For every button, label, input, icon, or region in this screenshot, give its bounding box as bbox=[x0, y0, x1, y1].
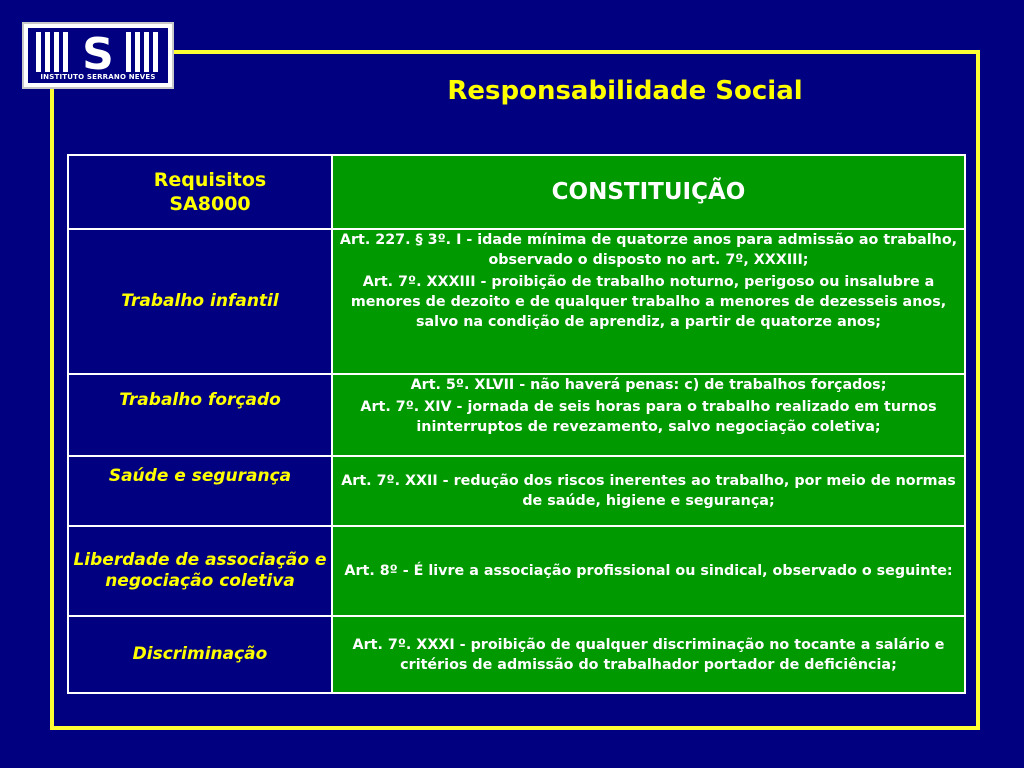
requirement-cell: Trabalho infantil bbox=[68, 229, 332, 374]
page-title: Responsabilidade Social bbox=[447, 76, 803, 106]
requirement-cell: Trabalho forçado bbox=[68, 374, 332, 456]
header-requirements-line-1: Requisitos bbox=[153, 169, 267, 191]
table-row bbox=[68, 456, 965, 526]
logo-org-name: INSTITUTO SERRANO NEVES bbox=[40, 73, 156, 81]
table-row bbox=[68, 616, 965, 693]
article-text: Art. 8º - É livre a associação profissional ou sindical, observado o seguinte: bbox=[344, 563, 953, 579]
table-header-row bbox=[68, 155, 965, 229]
requirement-cell: Liberdade de associação e negociação coletiva bbox=[68, 526, 332, 616]
article-text: Art. 7º. XXXI - proibição de qualquer discriminação no tocante a salário e critérios de admissão do trabalhador portador de deficiência; bbox=[352, 636, 945, 673]
institute-logo bbox=[22, 22, 174, 89]
requirement-cell: Discriminação bbox=[68, 616, 332, 693]
article-text: Art. 5º. XLVII - não haverá penas: c) de trabalhos forçados; bbox=[410, 377, 887, 393]
articles-cell bbox=[332, 456, 965, 526]
logo-letter: S bbox=[80, 32, 116, 78]
article-text: Art. 227. § 3º. I - idade mínima de quatorze anos para admissão ao trabalho, observado o disposto no art. 7º, XXXIII; bbox=[339, 232, 958, 268]
requirement-cell: Saúde e segurança bbox=[68, 456, 332, 526]
articles-cell bbox=[332, 229, 965, 374]
articles-cell bbox=[332, 374, 965, 456]
articles-cell bbox=[332, 616, 965, 693]
article-text: Art. 7º. XXII - redução dos riscos inerentes ao trabalho, por meio de normas de saúde, higiene e segurança; bbox=[341, 473, 956, 509]
header-requirements-line-2: SA8000 bbox=[169, 193, 251, 215]
table-row bbox=[68, 526, 965, 616]
table-row bbox=[68, 374, 965, 456]
articles-cell bbox=[332, 526, 965, 616]
table-row bbox=[68, 229, 965, 374]
header-requirements bbox=[68, 155, 332, 229]
header-constitution: CONSTITUIÇÃO bbox=[332, 155, 965, 229]
article-text: Art. 7º. XIV - jornada de seis horas para o trabalho realizado em turnos ininterruptos de revezamento, salvo negociação coletiva; bbox=[360, 399, 937, 435]
article-text: Art. 7º. XXXIII - proibição de trabalho noturno, perigoso ou insalubre a menores de dezoito e de qualquer trabalho a menores de dezesseis anos, salvo na condição de aprendiz, a partir de quatorze anos; bbox=[350, 274, 947, 330]
logo-background bbox=[28, 28, 168, 83]
comparison-table bbox=[67, 154, 966, 694]
